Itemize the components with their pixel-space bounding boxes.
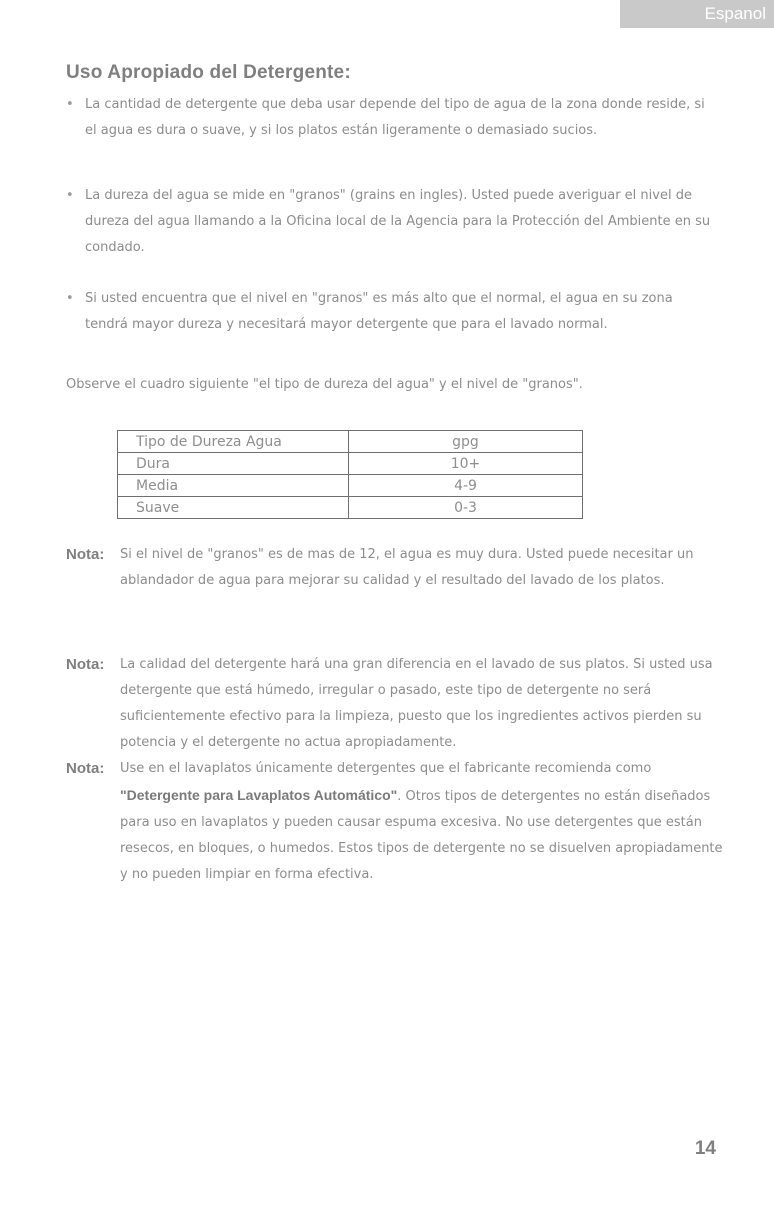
note-text-after: . Otros tipos de detergentes no están diseñados para uso en lavaplatos y pueden causar espuma excesiva. No use detergentes que están resecos, en bloques, o humedos. Estos tipos de detergente no se disuelven apropiadamente y no pueden limpiar en forma efectiva. (120, 789, 723, 882)
bullet-item (66, 92, 716, 144)
bullet-item (66, 286, 716, 338)
table-row (118, 475, 583, 497)
note-block (66, 542, 726, 594)
note-block (66, 756, 726, 888)
bullet-marker: • (66, 188, 74, 203)
observe-paragraph: Observe el cuadro siguiente "el tipo de dureza del agua" y el nivel de "granos". (66, 377, 583, 392)
table-cell-type: Media (118, 475, 349, 497)
section-title: Uso Apropiado del Detergente: (66, 62, 351, 83)
note-text (66, 756, 726, 888)
bullet-item (66, 183, 716, 261)
page-number: 14 (694, 1138, 716, 1159)
water-hardness-table (117, 430, 583, 519)
bullet-text: La cantidad de detergente que deba usar depende del tipo de agua de la zona donde reside, si el agua es dura o suave, y si los platos están ligeramente o demasiado sucios. (85, 97, 705, 138)
table-cell-gpg: 0-3 (349, 497, 583, 519)
table-header-row (118, 431, 583, 453)
table-header-gpg: gpg (349, 431, 583, 453)
table-cell-type: Suave (118, 497, 349, 519)
table-cell-gpg: 4-9 (349, 475, 583, 497)
bullet-marker: • (66, 97, 74, 112)
note-text: La calidad del detergente hará una gran diferencia en el lavado de sus platos. Si usted usa detergente que está húmedo, irregular o pasado, este tipo de detergente no será suficientemente efectivo para la limpieza, puesto que los ingredientes activos pierden su potencia y el detergente no actua apropiadamente. (120, 657, 713, 750)
note-text-before: Use en el lavaplatos únicamente detergentes que el fabricante recomienda como (120, 761, 652, 776)
note-text-strong: "Detergente para Lavaplatos Automático" (120, 787, 398, 803)
note-block (66, 652, 726, 756)
language-tab: Espanol (620, 0, 774, 28)
bullet-text: La dureza del agua se mide en "granos" (grains en ingles). Usted puede averiguar el nivel de dureza del agua llamando a la Oficina local de la Agencia para la Protección del Ambiente en su condado. (85, 188, 711, 255)
bullet-marker: • (66, 291, 74, 306)
note-text: Si el nivel de "granos" es de mas de 12, el agua es muy dura. Usted puede necesitar un ablandador de agua para mejorar su calidad y el resultado del lavado de los platos. (120, 547, 694, 588)
table-cell-type: Dura (118, 453, 349, 475)
table-row (118, 453, 583, 475)
note-label: Nota: (66, 760, 105, 777)
table-header-type: Tipo de Dureza Agua (118, 431, 349, 453)
table-cell-gpg: 10+ (349, 453, 583, 475)
bullet-text: Si usted encuentra que el nivel en "granos" es más alto que el normal, el agua en su zona tendrá mayor dureza y necesitará mayor detergente que para el lavado normal. (85, 291, 673, 332)
table-row (118, 497, 583, 519)
note-label: Nota: (66, 546, 105, 563)
note-label: Nota: (66, 656, 105, 673)
